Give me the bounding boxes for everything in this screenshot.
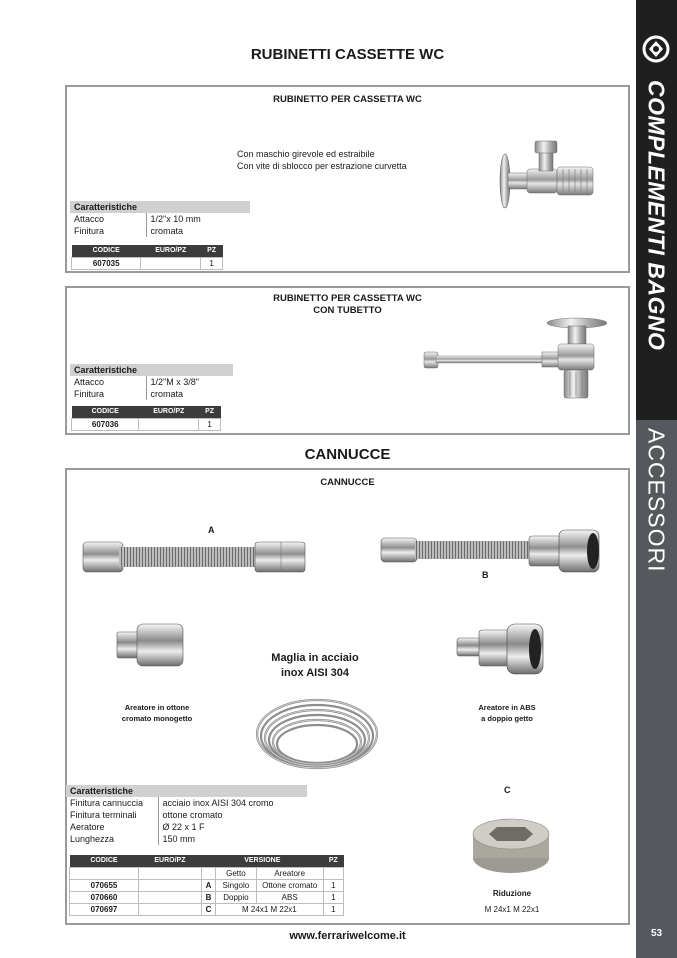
version-letter: A — [201, 879, 215, 891]
version-cell: M 24x1 M 22x1 — [216, 903, 324, 915]
version-letter: B — [201, 891, 215, 903]
product-title-line: RUBINETTO PER CASSETTA WC — [273, 293, 422, 304]
caption-brass-aerator — [107, 702, 207, 724]
flexible-spout-b-image — [379, 526, 604, 576]
riduzione-title: Riduzione — [492, 889, 532, 898]
specs-table — [70, 201, 250, 237]
subcolumn-header: Areatore — [256, 867, 323, 879]
product-code: 607036 — [72, 418, 139, 430]
spec-value: cromata — [150, 389, 184, 399]
section-title-cannucce: CANNUCCE — [304, 446, 391, 463]
column-header: EURO/PZ — [139, 406, 199, 418]
price-cell — [139, 891, 202, 903]
abs-aerator-image — [455, 620, 547, 678]
product-code: 070655 — [70, 879, 139, 891]
brass-aerator-image — [115, 620, 187, 670]
specs-table — [66, 785, 307, 845]
areatore-cell: Ottone cromato — [256, 879, 323, 891]
product-description — [237, 148, 407, 172]
product-title-line: CON TUBETTO — [313, 305, 382, 316]
quantity-cell: 1 — [323, 891, 343, 903]
product-code: 070660 — [70, 891, 139, 903]
getto-cell: Singolo — [216, 879, 257, 891]
column-header: VERSIONE — [201, 855, 323, 867]
areatore-cell: ABS — [256, 891, 323, 903]
brand-logo-icon — [641, 34, 671, 64]
description-line: Con vite di sblocco per estrazione curvetta — [237, 161, 407, 171]
quantity-cell: 1 — [201, 257, 223, 269]
spec-key: Finitura cannuccia — [66, 797, 158, 809]
caption-line: Maglia in acciaio — [271, 652, 359, 664]
variant-label-c: C — [504, 785, 511, 795]
price-cell — [139, 903, 202, 915]
spec-value: ottone cromato — [162, 810, 223, 820]
column-header: CODICE — [72, 406, 139, 418]
specs-header: Caratteristiche — [70, 201, 250, 213]
subcolumn-header: Getto — [216, 867, 257, 879]
price-cell — [139, 879, 202, 891]
angle-valve-image — [495, 139, 605, 219]
column-header: CODICE — [70, 855, 139, 867]
product-title: CANNUCCE — [320, 477, 375, 488]
column-header: CODICE — [72, 245, 141, 257]
description-line: Con maschio girevole ed estraibile — [237, 149, 375, 159]
caption-line: Areatore in ABS — [478, 703, 536, 712]
product-panel-607035 — [65, 85, 630, 273]
empty-cell — [139, 867, 202, 879]
caption-mesh — [255, 651, 375, 681]
column-header: PZ — [201, 245, 223, 257]
caption-line: a doppio getto — [481, 714, 533, 723]
spec-key: Attacco — [70, 376, 146, 388]
sidebar-category-title: COMPLEMENTI BAGNO — [643, 80, 670, 351]
table-row — [70, 879, 344, 891]
table-row — [72, 418, 221, 430]
flexible-spout-a-image — [81, 534, 313, 580]
variant-label-b: B — [482, 570, 489, 580]
section-title-rubinetti: RUBINETTI CASSETTE WC — [250, 46, 445, 63]
column-header: EURO/PZ — [141, 245, 201, 257]
caption-line: cromato monogetto — [121, 714, 193, 723]
spec-key: Finitura — [70, 225, 146, 237]
spec-value: 150 mm — [162, 834, 196, 844]
product-title: RUBINETTO PER CASSETTA WC — [273, 94, 422, 105]
specs-header: Caratteristiche — [70, 364, 233, 376]
steel-mesh-spring-image — [247, 684, 387, 776]
quantity-cell: 1 — [323, 903, 343, 915]
spec-value: acciaio inox AISI 304 cromo — [162, 798, 274, 808]
riduzione-description: M 24x1 M 22x1 — [484, 905, 540, 914]
spec-value: 1/2"M x 3/8" — [150, 377, 199, 387]
empty-cell — [323, 867, 343, 879]
spec-key: Lunghezza — [66, 833, 158, 845]
spec-value: cromata — [150, 226, 184, 236]
column-header: PZ — [199, 406, 221, 418]
codes-table — [71, 245, 223, 270]
product-panel-cannucce — [65, 468, 630, 925]
product-code: 070697 — [70, 903, 139, 915]
page-number: 53 — [650, 928, 663, 939]
empty-cell — [70, 867, 139, 879]
variant-label-a: A — [208, 525, 215, 535]
empty-cell — [201, 867, 215, 879]
footer-website-link[interactable]: www.ferrariwelcome.it — [289, 930, 406, 942]
column-header: EURO/PZ — [139, 855, 202, 867]
spec-value: Ø 22 x 1 F — [162, 822, 205, 832]
table-row — [72, 257, 223, 269]
spec-value: 1/2"x 10 mm — [150, 214, 201, 224]
spec-key: Finitura — [70, 388, 146, 400]
column-header: PZ — [323, 855, 343, 867]
price-cell — [141, 257, 201, 269]
getto-cell: Doppio — [216, 891, 257, 903]
spec-key: Attacco — [70, 213, 146, 225]
sidebar-subcategory-title: ACCESSORI — [643, 428, 670, 573]
quantity-cell: 1 — [199, 418, 221, 430]
specs-header: Caratteristiche — [66, 785, 307, 797]
caption-line: inox AISI 304 — [280, 667, 350, 679]
price-cell — [139, 418, 199, 430]
caption-abs-aerator — [457, 702, 557, 724]
table-row — [70, 903, 344, 915]
product-panel-607036 — [65, 286, 630, 435]
caption-line: Areatore in ottone — [124, 703, 190, 712]
valve-with-tube-image — [422, 314, 607, 402]
spec-key: Aeratore — [66, 821, 158, 833]
codes-table — [69, 855, 344, 916]
specs-table — [70, 364, 233, 400]
spec-key: Finitura terminali — [66, 809, 158, 821]
product-code: 607035 — [72, 257, 141, 269]
version-letter: C — [201, 903, 215, 915]
table-row — [70, 891, 344, 903]
quantity-cell: 1 — [323, 879, 343, 891]
codes-table — [71, 406, 221, 431]
reduction-nut-image — [467, 814, 555, 878]
